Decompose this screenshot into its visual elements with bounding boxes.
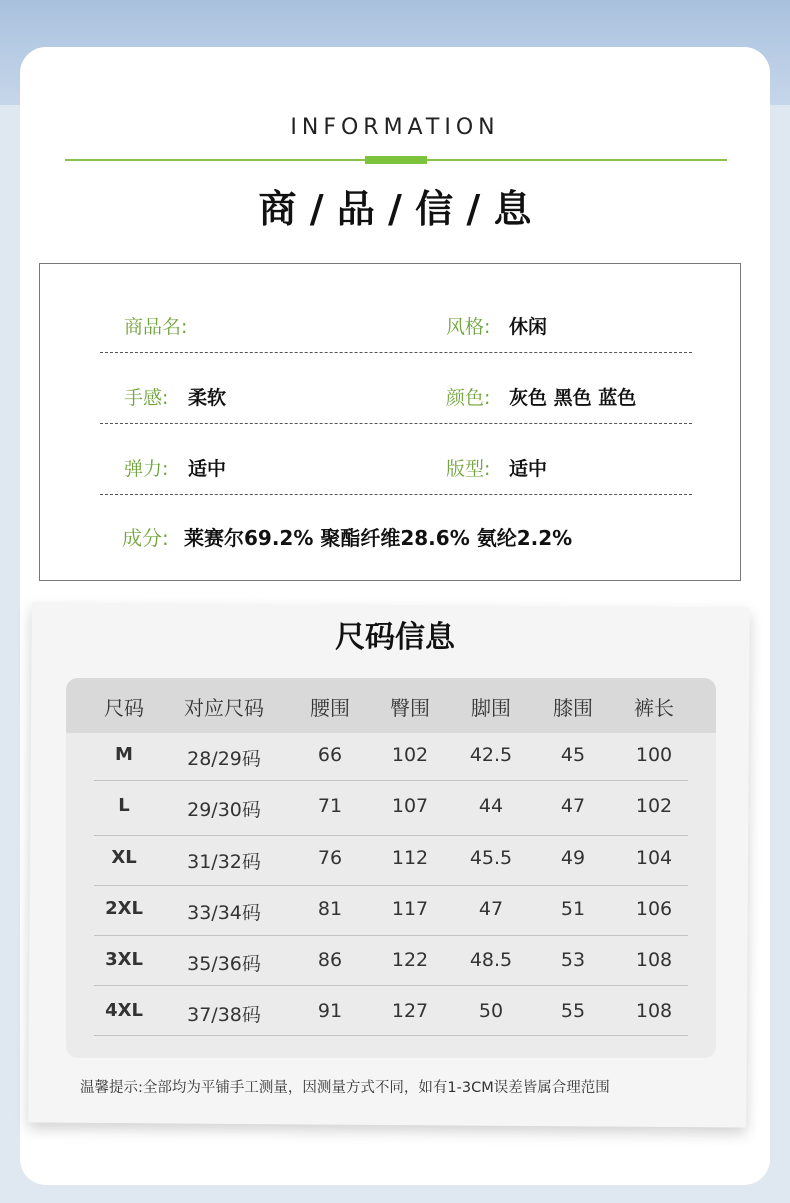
table-cell-length: 100 (635, 744, 673, 766)
table-cell-length: 106 (635, 898, 673, 920)
information-heading: INFORMATION (290, 115, 500, 140)
column-header-length: 裤长 (634, 696, 674, 720)
table-cell-length: 102 (635, 795, 673, 817)
table-cell-hip: 127 (391, 1000, 429, 1022)
info-row-elastic-fit (40, 454, 742, 494)
table-row-divider (94, 885, 688, 886)
table-cell-equivalent: 31/32码 (187, 851, 261, 873)
table-cell-hip: 112 (391, 847, 429, 869)
feel-value: 柔软 (188, 387, 227, 409)
column-header-size: 尺码 (104, 696, 144, 720)
table-cell-size: XL (111, 847, 137, 868)
style-label: 风格: (446, 316, 491, 338)
column-header-knee: 膝围 (553, 696, 593, 720)
fit-label: 版型: (446, 458, 491, 480)
table-cell-ankle: 44 (478, 795, 504, 817)
elastic-value: 适中 (188, 458, 227, 480)
table-cell-waist: 91 (317, 1000, 343, 1022)
table-cell-knee: 55 (560, 1000, 586, 1022)
info-divider (100, 352, 692, 353)
info-divider (100, 494, 692, 495)
size-info-title: 尺码信息 (335, 620, 455, 655)
table-cell-waist: 71 (317, 795, 343, 817)
table-cell-length: 108 (635, 1000, 673, 1022)
table-cell-waist: 76 (317, 847, 343, 869)
color-label: 颜色: (446, 387, 491, 409)
table-cell-equivalent: 29/30码 (187, 799, 261, 821)
table-cell-knee: 49 (560, 847, 586, 869)
table-cell-waist: 66 (317, 744, 343, 766)
table-cell-hip: 102 (391, 744, 429, 766)
table-cell-ankle: 42.5 (469, 744, 513, 766)
page-title: 商 / 品 / 信 / 息 (258, 187, 532, 231)
table-row-divider (94, 1035, 688, 1036)
table-cell-length: 108 (635, 949, 673, 971)
table-cell-ankle: 47 (478, 898, 504, 920)
composition-label: 成分: (122, 526, 169, 550)
info-row-feel-color (40, 383, 742, 423)
column-header-ankle: 脚围 (471, 696, 511, 720)
table-cell-hip: 107 (391, 795, 429, 817)
heading-divider-accent (365, 156, 427, 164)
table-row-divider (94, 985, 688, 986)
color-value: 灰色 黑色 蓝色 (509, 387, 637, 409)
column-header-hip: 臀围 (390, 696, 430, 720)
table-cell-waist: 86 (317, 949, 343, 971)
table-cell-ankle: 48.5 (469, 949, 513, 971)
table-cell-hip: 117 (391, 898, 429, 920)
table-cell-knee: 45 (560, 744, 586, 766)
table-cell-size: 4XL (105, 1000, 143, 1021)
table-cell-size: M (115, 744, 133, 765)
table-cell-knee: 47 (560, 795, 586, 817)
table-cell-equivalent: 33/34码 (187, 902, 261, 924)
table-cell-size: 3XL (105, 949, 143, 970)
product-info-box (39, 263, 741, 581)
table-cell-equivalent: 37/38码 (187, 1004, 261, 1026)
info-divider (100, 423, 692, 424)
table-cell-waist: 81 (317, 898, 343, 920)
composition-value: 莱赛尔69.2% 聚酯纤维28.6% 氨纶2.2% (184, 526, 573, 550)
info-row-name-style (40, 312, 742, 352)
table-cell-equivalent: 35/36码 (187, 953, 261, 975)
table-row-divider (94, 780, 688, 781)
table-row-divider (94, 935, 688, 936)
table-cell-hip: 122 (391, 949, 429, 971)
table-row-divider (94, 835, 688, 836)
style-value: 休闲 (509, 316, 548, 338)
product-name-label: 商品名: (124, 316, 188, 338)
table-cell-knee: 51 (560, 898, 586, 920)
feel-label: 手感: (124, 387, 169, 409)
table-cell-ankle: 45.5 (469, 847, 513, 869)
size-table (66, 678, 716, 1058)
table-cell-size: 2XL (105, 898, 143, 919)
elastic-label: 弹力: (124, 458, 169, 480)
table-cell-knee: 53 (560, 949, 586, 971)
table-cell-size: L (118, 795, 130, 816)
table-cell-equivalent: 28/29码 (187, 748, 261, 770)
info-row-composition (40, 522, 742, 562)
table-cell-length: 104 (635, 847, 673, 869)
measurement-note: 温馨提示:全部均为平铺手工测量，因测量方式不同，如有1-3CM误差皆属合理范围 (80, 1080, 610, 1096)
fit-value: 适中 (509, 458, 548, 480)
column-header-waist: 腰围 (310, 696, 350, 720)
table-cell-ankle: 50 (478, 1000, 504, 1022)
column-header-equivalent: 对应尺码 (184, 696, 264, 720)
